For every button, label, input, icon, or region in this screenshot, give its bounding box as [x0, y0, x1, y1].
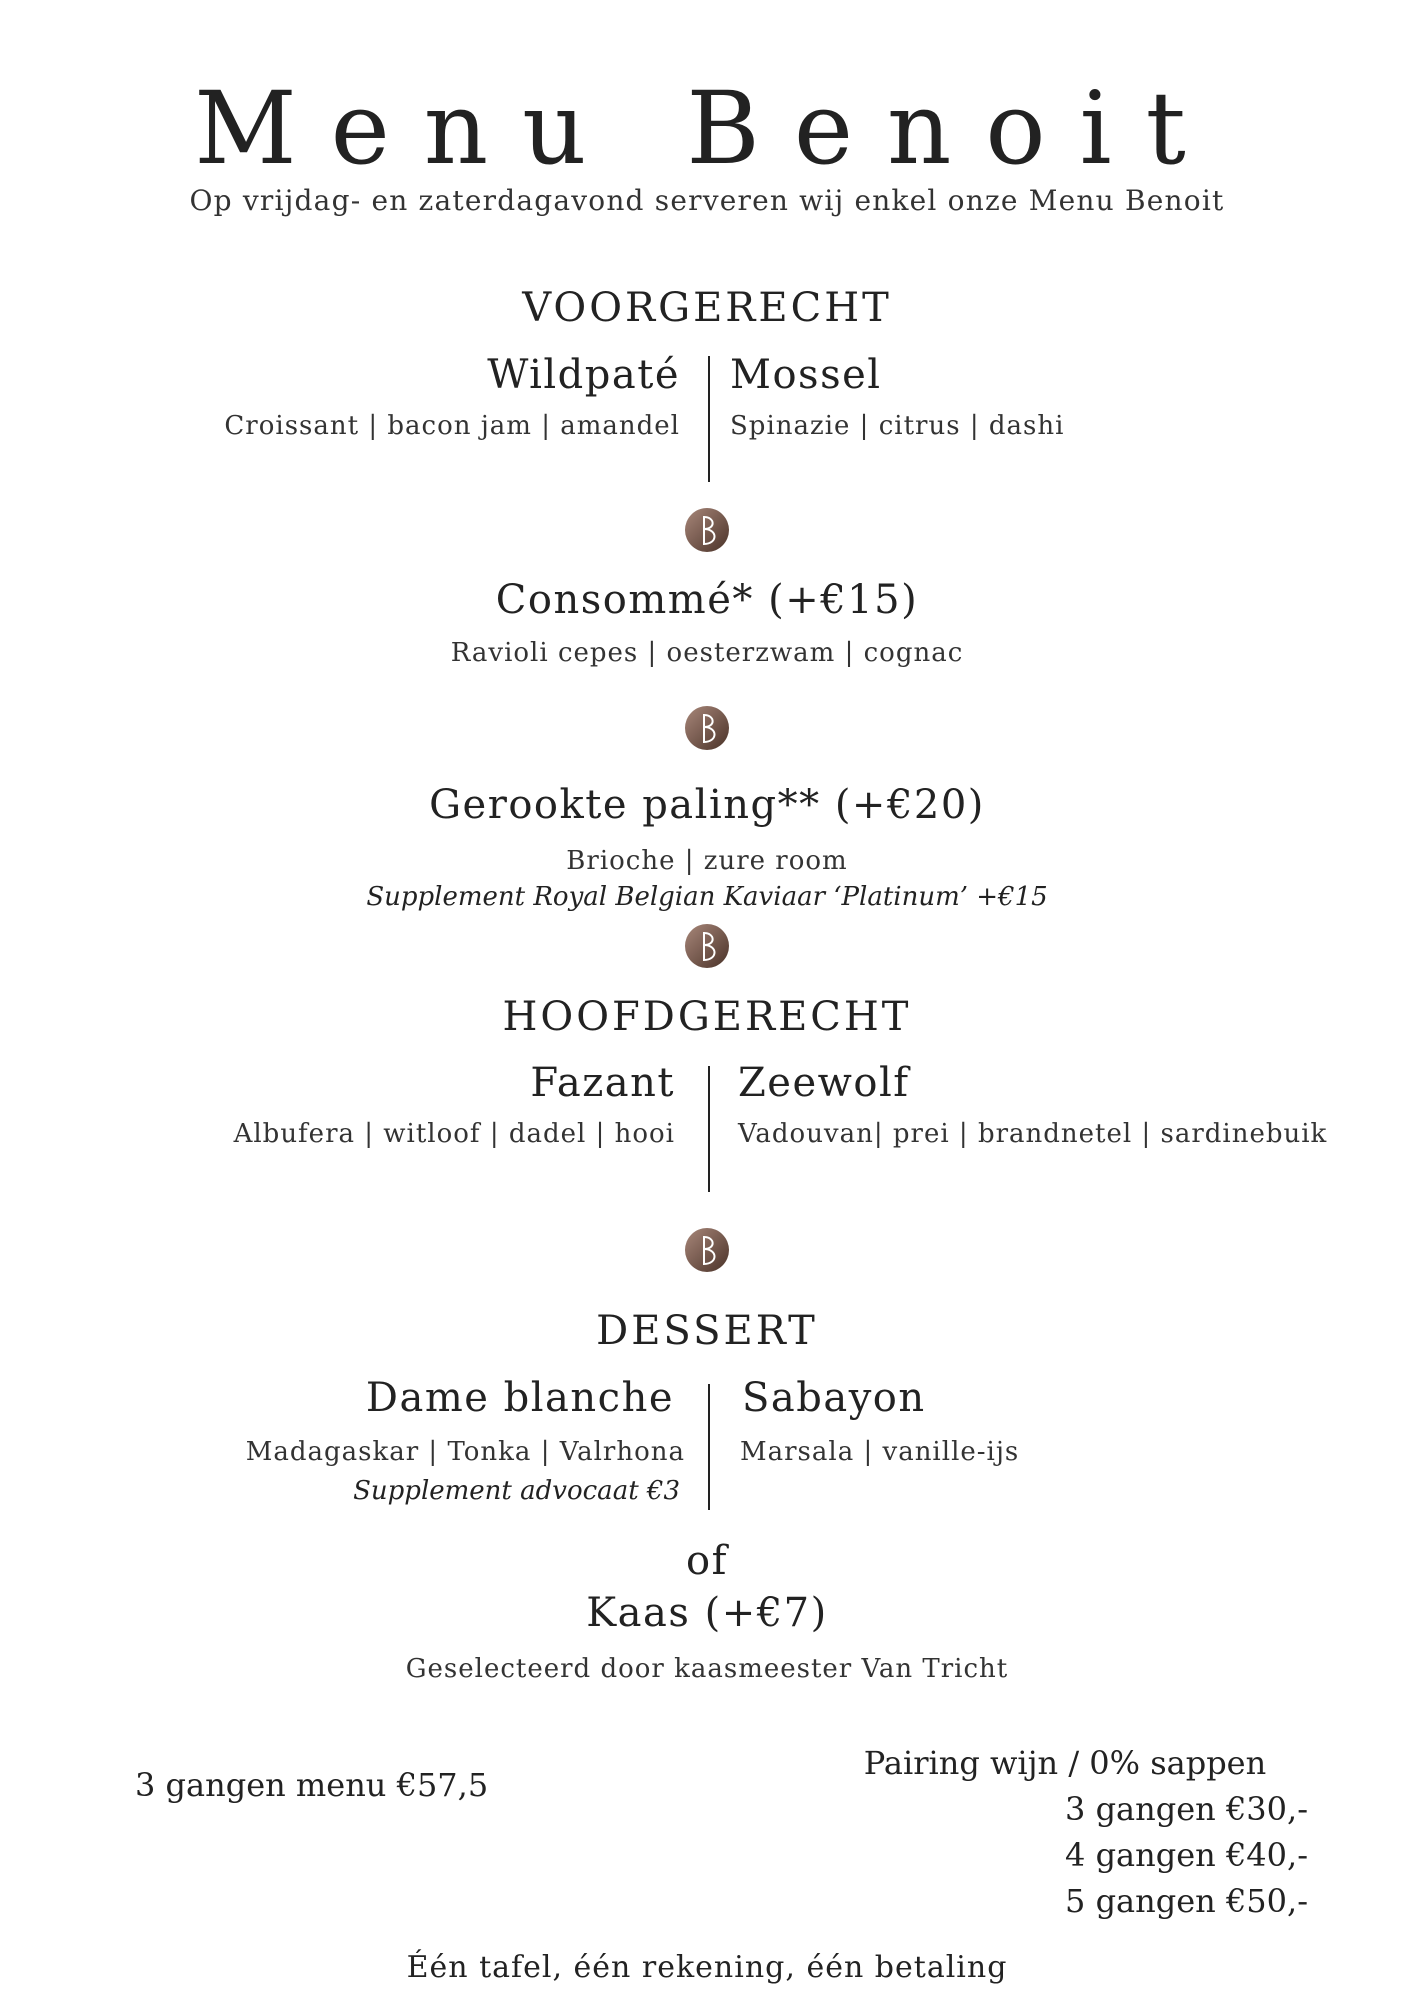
page-subtitle: Op vrijdag- en zaterdagavond serveren wij enkel onze Menu Benoit — [189, 184, 1225, 217]
pairing-price-3: 3 gangen €30,- — [1065, 1790, 1308, 1828]
page-title: Menu Benoit — [194, 70, 1220, 187]
dish-fazant: Fazant — [530, 1060, 675, 1106]
dish-sabayon: Sabayon — [742, 1375, 926, 1421]
dish-wildpate: Wildpaté — [487, 352, 680, 398]
section-heading-dessert: DESSERT — [596, 1308, 818, 1354]
column-divider — [708, 1384, 710, 1510]
column-divider — [708, 1066, 710, 1192]
pairing-price-5: 5 gangen €50,- — [1065, 1882, 1308, 1920]
section-heading-voorgerecht: VOORGERECHT — [522, 285, 892, 331]
footer-note: Één tafel, één rekening, één betaling — [406, 1950, 1008, 1985]
dish-consomme: Consommé* (+€15) — [495, 577, 919, 623]
dish-zeewolf: Zeewolf — [738, 1060, 910, 1106]
or-divider-text: of — [686, 1538, 728, 1584]
dish-mossel: Mossel — [730, 352, 882, 398]
dish-gerookte-paling-desc: Brioche | zure room — [566, 846, 848, 876]
column-divider — [708, 356, 710, 482]
dish-kaas: Kaas (+€7) — [586, 1590, 828, 1636]
dish-dame-blanche-desc: Madagaskar | Tonka | Valrhona — [245, 1437, 685, 1467]
pairing-title: Pairing wijn / 0% sappen — [863, 1744, 1267, 1782]
dish-mossel-desc: Spinazie | citrus | dashi — [730, 411, 1065, 441]
dish-fazant-desc: Albufera | witloof | dadel | hooi — [233, 1119, 675, 1149]
benoit-b-logo-icon — [685, 706, 729, 750]
menu-price: 3 gangen menu €57,5 — [135, 1766, 489, 1804]
pairing-price-4: 4 gangen €40,- — [1065, 1836, 1308, 1874]
caviar-supplement: Supplement Royal Belgian Kaviaar ‘Platinum’ +€15 — [366, 882, 1048, 912]
dish-gerookte-paling: Gerookte paling** (+€20) — [429, 782, 985, 828]
dish-sabayon-desc: Marsala | vanille-ijs — [740, 1437, 1020, 1467]
dish-zeewolf-desc: Vadouvan| prei | brandnetel | sardinebuik — [738, 1119, 1328, 1149]
dish-consomme-desc: Ravioli cepes | oesterzwam | cognac — [450, 638, 964, 668]
dish-wildpate-desc: Croissant | bacon jam | amandel — [224, 411, 680, 441]
advocaat-supplement: Supplement advocaat €3 — [353, 1476, 680, 1506]
dish-dame-blanche: Dame blanche — [365, 1375, 674, 1421]
dish-kaas-desc: Geselecteerd door kaasmeester Van Tricht — [405, 1654, 1009, 1684]
benoit-b-logo-icon — [685, 508, 729, 552]
section-heading-hoofdgerecht: HOOFDGERECHT — [502, 994, 912, 1040]
benoit-b-logo-icon — [685, 1228, 729, 1272]
benoit-b-logo-icon — [685, 924, 729, 968]
